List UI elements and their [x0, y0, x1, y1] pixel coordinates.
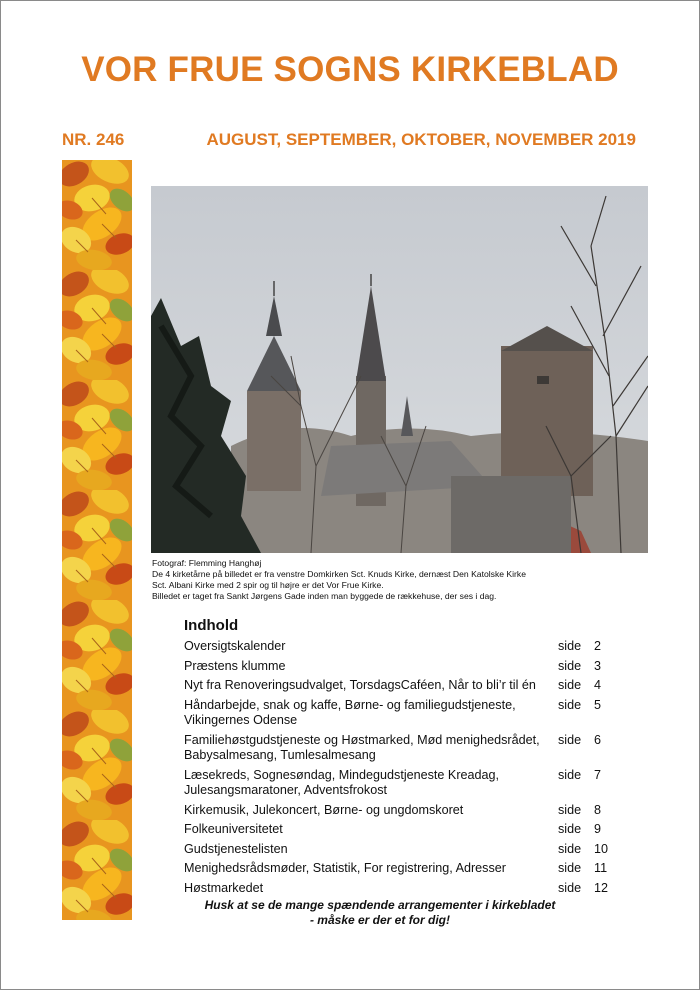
- toc-row: [184, 637, 624, 657]
- toc-row: [184, 801, 624, 821]
- caption-line: Billedet er taget fra Sankt Jørgens Gade inden man byggede de rækkehuse, der ses i dag.: [152, 591, 497, 601]
- autumn-leaves-strip: [62, 160, 132, 920]
- issue-number: NR. 246: [62, 130, 125, 149]
- toc-side-label: side: [558, 880, 582, 895]
- issue-dates: AUGUST, SEPTEMBER, OKTOBER, NOVEMBER 2019: [206, 130, 636, 149]
- toc-row: [184, 859, 624, 879]
- autumn-leaves-image: [62, 160, 132, 920]
- photo-caption: [152, 558, 632, 602]
- toc-item-title: Præstens klumme: [184, 658, 286, 673]
- toc-row: [184, 676, 624, 696]
- footer-line: - måske er der et for dig!: [309, 913, 451, 927]
- toc-side-label: side: [558, 732, 582, 747]
- toc-item-title: Nyt fra Renoveringsudvalget, TorsdagsCaféen, Når to bli’r til én: [184, 678, 536, 692]
- toc-side-label: side: [558, 841, 582, 856]
- toc-row: [184, 696, 624, 731]
- toc-side-label: side: [558, 767, 582, 782]
- footer-note: [150, 898, 610, 928]
- toc-side-label: side: [558, 861, 582, 875]
- toc-page-number: 11: [594, 861, 608, 875]
- toc-side-label: side: [558, 802, 582, 817]
- toc-item-title: Håndarbejde, snak og kaffe, Børne- og familiegudstjeneste, Vikingernes Odense: [184, 697, 516, 727]
- toc-page-number: 2: [594, 639, 602, 653]
- toc-page-number: 5: [594, 697, 602, 712]
- toc-page-number: 9: [594, 822, 602, 836]
- toc-side-label: side: [558, 639, 582, 653]
- toc-heading: Indhold: [184, 617, 239, 634]
- toc-page-number: 4: [594, 678, 602, 692]
- toc-page-number: 12: [594, 880, 609, 895]
- toc-row: [184, 879, 624, 899]
- toc-row: [184, 766, 624, 801]
- toc-side-label: side: [558, 697, 582, 712]
- toc-item-title: Læsekreds, Sognesøndag, Mindegudstjeneste Kreadag, Julesangsmaratoner, Adventsfrokost: [184, 767, 500, 797]
- toc-side-label: side: [558, 678, 582, 692]
- toc-item-title: Folkeuniversitetet: [184, 822, 283, 836]
- footer-line: Husk at se de mange spændende arrangementer i kirkebladet: [204, 898, 556, 912]
- caption-photographer: Fotograf: Flemming Hanghøj: [152, 558, 262, 568]
- toc-page-number: 7: [594, 767, 602, 782]
- church-towers-photo: [151, 186, 648, 553]
- caption-line: De 4 kirketårne på billedet er fra venstre Domkirken Sct. Knuds Kirke, dernæst Den Katolske Kirke: [152, 569, 526, 579]
- caption-line: Sct. Albani Kirke med 2 spir og til højre er det Vor Frue Kirke.: [152, 580, 384, 590]
- toc-row: [184, 731, 624, 766]
- toc-item-title: Oversigtskalender: [184, 639, 286, 653]
- newsletter-title: VOR FRUE SOGNS KIRKEBLAD: [81, 50, 619, 89]
- toc-side-label: side: [558, 658, 582, 673]
- toc-page-number: 8: [594, 802, 602, 817]
- toc-page-number: 6: [594, 732, 602, 747]
- toc-page-number: 10: [594, 841, 609, 856]
- toc-side-label: side: [558, 822, 582, 836]
- toc-item-title: Familiehøstgudstjeneste og Høstmarked, Mød menighedsrådet, Babysalmesang, Tumlesalmesang: [184, 732, 540, 762]
- toc-item-title: Høstmarkedet: [184, 880, 264, 895]
- toc-row: [184, 840, 624, 860]
- toc-item-title: Gudstjenestelisten: [184, 841, 288, 856]
- toc-row: [184, 820, 624, 840]
- toc-row: [184, 657, 624, 677]
- toc-page-number: 3: [594, 658, 602, 673]
- table-of-contents: [184, 617, 624, 898]
- toc-item-title: Kirkemusik, Julekoncert, Børne- og ungdomskoret: [184, 802, 464, 817]
- toc-item-title: Menighedsrådsmøder, Statistik, For registrering, Adresser: [184, 861, 506, 875]
